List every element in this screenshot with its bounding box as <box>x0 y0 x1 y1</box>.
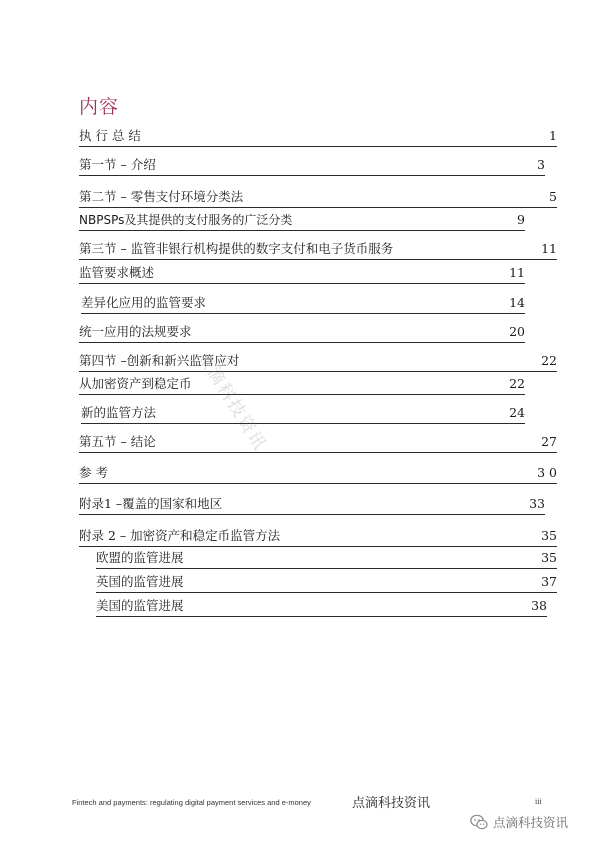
toc-entry-page: 20 <box>509 324 525 339</box>
toc-entry-section-2[interactable] <box>79 187 557 208</box>
toc-entry-label: 监管要求概述 <box>79 265 155 280</box>
toc-entry-nbpsps-classification[interactable] <box>79 210 525 231</box>
toc-entry-label: 第四节 –创新和新兴监管应对 <box>79 353 240 368</box>
toc-entry-section-1[interactable] <box>79 155 545 176</box>
toc-entry-label: 附录 2 – 加密资产和稳定币监管方法 <box>79 528 281 543</box>
toc-entry-uniform-requirements[interactable] <box>79 322 525 343</box>
toc-entry-page: 11 <box>509 265 525 280</box>
footer-brand: 点滴科技资讯 <box>352 796 431 811</box>
toc-entry-page: 35 <box>541 528 557 543</box>
toc-entry-label: 执 行 总 结 <box>79 128 141 143</box>
wechat-icon <box>470 814 488 830</box>
toc-entry-label: 参 考 <box>79 465 108 480</box>
toc-entry-label: 从加密资产到稳定币 <box>79 376 192 391</box>
toc-entry-label: 英国的监管进展 <box>96 574 184 589</box>
toc-entry-label: 第一节 – 介绍 <box>79 157 156 172</box>
toc-entry-label: 第五节 – 结论 <box>79 434 156 449</box>
wechat-account-label: 点滴科技资讯 <box>493 815 569 830</box>
toc-entry-page: 9 <box>517 212 525 227</box>
toc-entry-page: 11 <box>541 241 557 256</box>
toc-entry-appendix-1[interactable] <box>79 494 545 515</box>
toc-entry-label: 美国的监管进展 <box>96 598 184 613</box>
toc-entry-uk-progress[interactable] <box>96 572 557 593</box>
toc-entry-executive-summary[interactable] <box>79 126 557 147</box>
toc-entry-label: 附录1 –覆盖的国家和地区 <box>79 496 223 511</box>
watermark: 点滴科技资讯 <box>192 347 271 455</box>
toc-title: 内容 <box>79 96 120 118</box>
toc-entry-label: 第三节 – 监管非银行机构提供的数字支付和电子货币服务 <box>79 241 394 256</box>
toc-entry-page: 3 <box>537 157 545 172</box>
toc-entry-regulatory-overview[interactable] <box>79 263 525 284</box>
toc-entry-label: NBPSPs及其提供的支付服务的广泛分类 <box>79 213 293 227</box>
toc-entry-label: 差异化应用的监管要求 <box>81 295 207 310</box>
toc-entry-page: 33 <box>529 496 545 511</box>
toc-entry-page: 14 <box>509 295 525 310</box>
toc-entry-label: 统一应用的法规要求 <box>79 324 192 339</box>
toc-entry-page: 35 <box>541 550 557 565</box>
toc-entry-page: 38 <box>531 598 547 613</box>
footer-page-number: iii <box>535 797 542 806</box>
toc-entry-differentiated-requirements[interactable] <box>81 293 525 314</box>
toc-entry-page: 37 <box>541 574 557 589</box>
toc-entry-section-4[interactable] <box>79 351 557 372</box>
footer-document-title: Fintech and payments: regulating digital payment services and e-money <box>72 798 311 807</box>
toc-entry-appendix-2[interactable] <box>79 526 557 547</box>
toc-entry-page: 5 <box>549 189 557 204</box>
toc-entry-page: 1 <box>549 128 557 143</box>
toc-entry-label: 新的监管方法 <box>81 405 157 420</box>
toc-entry-crypto-to-stablecoin[interactable] <box>79 374 525 395</box>
toc-entry-label: 欧盟的监管进展 <box>96 550 184 565</box>
toc-entry-page: 3 0 <box>537 465 557 480</box>
toc-entry-label: 第二节 – 零售支付环境分类法 <box>79 189 244 204</box>
toc-entry-us-progress[interactable] <box>96 596 547 617</box>
wechat-account-badge <box>470 812 568 832</box>
toc-entry-page: 27 <box>541 434 557 449</box>
toc-entry-references[interactable] <box>79 463 557 484</box>
toc-entry-section-3[interactable] <box>79 239 557 260</box>
toc-entry-page: 22 <box>541 353 557 368</box>
toc-entry-section-5[interactable] <box>79 432 557 453</box>
toc-entry-page: 22 <box>509 376 525 391</box>
toc-entry-eu-progress[interactable] <box>96 548 557 569</box>
toc-entry-new-approaches[interactable] <box>81 403 525 424</box>
toc-entry-page: 24 <box>509 405 525 420</box>
